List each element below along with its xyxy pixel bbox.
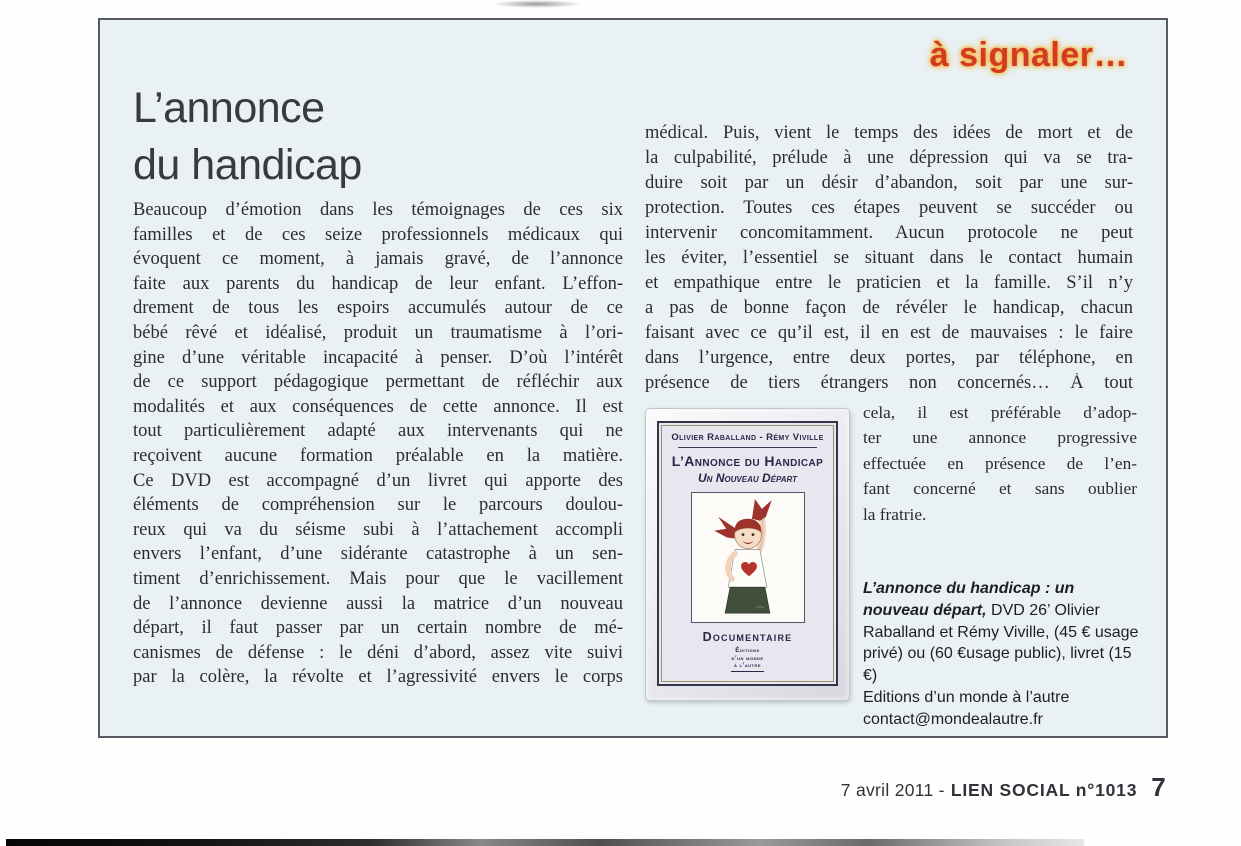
text-line: envers l’enfant, d’une sidérante catastrophe à un sen- bbox=[133, 544, 623, 565]
dvd-art-frame bbox=[691, 492, 805, 623]
text-line: timent d’enrichissement. Mais pour que le vacillement bbox=[133, 568, 623, 589]
text-line: canismes de défense : le déni d’abord, assez vite suivi bbox=[133, 642, 623, 663]
text-line: faisant avec ce qu’il est, il en est de mauvaises : le faire bbox=[645, 323, 1133, 343]
book-caption bbox=[863, 578, 1141, 731]
text-line: de ce support pédagogique permettant de réfléchir aux bbox=[133, 372, 623, 393]
article-title-line-2: du handicap bbox=[133, 141, 362, 189]
article-title-line-1: L’annonce bbox=[133, 84, 325, 132]
text-line: effectuée en présence de l’en- bbox=[863, 453, 1137, 473]
dvd-divider-rule bbox=[678, 447, 816, 448]
footer-date: 7 avril 2011 - bbox=[840, 780, 945, 800]
text-line: la fratrie. bbox=[863, 504, 927, 524]
text-line: cela, il est préférable d’adop- bbox=[863, 403, 1137, 422]
article-title bbox=[133, 80, 362, 194]
section-label: à signaler… bbox=[929, 36, 1128, 74]
text-line: et empathique entre le praticien et la famille. S’il n’y bbox=[645, 273, 1133, 293]
caption-details: DVD 26’ Olivier Raballand et Rémy Viville, (45 € usage privé) ou (60 €usage public), livret (15 €) bbox=[863, 601, 1139, 685]
text-line: ter une annonce progressive bbox=[863, 428, 1137, 448]
dvd-publisher-line-3: à l’autre bbox=[733, 662, 762, 669]
text-line: fant concerné et sans oublier bbox=[863, 479, 1137, 499]
text-line: bébé rêvé et idéalisé, produit un traumatisme à l’ori- bbox=[133, 322, 623, 343]
text-line: médical. Puis, vient le temps des idées de mort et de bbox=[645, 123, 1133, 143]
text-line: familles et de ces seize professionnels médicaux qui bbox=[133, 224, 623, 245]
text-line: reux qui va du séisme subi à l’attachement accompli bbox=[133, 519, 623, 540]
text-line: Ce DVD est accompagné d’un livret qui apporte des bbox=[133, 470, 623, 491]
text-line: tout particulièrement adapté aux intervenants qui ne bbox=[133, 421, 623, 442]
dvd-publisher-line-1: Éditions bbox=[735, 647, 760, 654]
dvd-title: L’Annonce du Handicap bbox=[671, 453, 824, 469]
text-line: évoquent ce moment, à jamais gravé, de l’annonce bbox=[133, 249, 623, 270]
text-line: gine d’une véritable incapacité à penser. D’où l’intérêt bbox=[133, 347, 623, 368]
text-line: la culpabilité, prélude à une dépression qui va se tra- bbox=[645, 148, 1133, 168]
text-line: de l’annonce devienne aussi la matrice d’un nouveau bbox=[133, 593, 623, 614]
text-line: les éviter, l’essentiel se situant dans le contact humain bbox=[645, 248, 1133, 268]
text-line: présence de tiers étrangers non concernés… À tout bbox=[645, 373, 1133, 393]
caption-email: contact@mondealautre.fr bbox=[863, 710, 1043, 728]
dvd-genre: Documentaire bbox=[702, 630, 793, 644]
text-line: drement de tous les espoirs accumulés autour de ce bbox=[133, 298, 623, 319]
content-panel bbox=[98, 18, 1168, 738]
dvd-cover-inner bbox=[657, 421, 838, 686]
dvd-subtitle: Un Nouveau Départ bbox=[697, 471, 798, 485]
text-line: duire soit par un désir d’abandon, soit par une sur- bbox=[645, 173, 1133, 193]
caption-title: L’annonce du handicap : un nouveau départ, bbox=[863, 580, 1075, 619]
dvd-publisher-line-2: d’un monde bbox=[731, 654, 764, 662]
scan-strip-bottom bbox=[6, 839, 1084, 846]
footer-page-number: 7 bbox=[1151, 772, 1166, 802]
text-line: faite aux parents du handicap de leur enfant. L’effon- bbox=[133, 273, 623, 294]
text-line: a pas de bonne façon de révéler le handicap, chacun bbox=[645, 298, 1133, 318]
girl-illustration bbox=[694, 495, 802, 620]
article-wrap-text bbox=[863, 403, 1137, 530]
scan-smudge-top bbox=[492, 0, 582, 8]
text-line: Beaucoup d’émotion dans les témoignages de ces six bbox=[133, 200, 623, 220]
text-line: reçoivent aucune formation préalable en la matière. bbox=[133, 445, 623, 466]
text-line: dans l’urgence, entre deux portes, par téléphone, en bbox=[645, 348, 1133, 368]
text-line: éléments de compréhension sur le parcours doulou- bbox=[133, 495, 623, 516]
caption-publisher: Editions d’un monde à l’autre bbox=[863, 688, 1070, 706]
article-column-left bbox=[133, 200, 623, 692]
text-line: départ, il faut passer par un certain nombre de mé- bbox=[133, 618, 623, 639]
dvd-authors: Olivier Raballand - Rémy Viville bbox=[671, 432, 824, 443]
article-column-right bbox=[645, 123, 1133, 398]
footer-magazine: LIEN SOCIAL n°1013 bbox=[950, 780, 1138, 800]
text-line: par la colère, la révolte et l’agressivité envers le corps bbox=[133, 667, 623, 688]
text-line: intervenir concomitamment. Aucun protocole ne peut bbox=[645, 223, 1133, 243]
text-line: protection. Toutes ces étapes peuvent se succéder ou bbox=[645, 198, 1133, 218]
dvd-publisher-logo bbox=[731, 647, 763, 672]
page-footer bbox=[700, 772, 1166, 803]
dvd-cover bbox=[645, 408, 850, 701]
text-line: modalités et aux conséquences de cette annonce. Il est bbox=[133, 396, 623, 417]
